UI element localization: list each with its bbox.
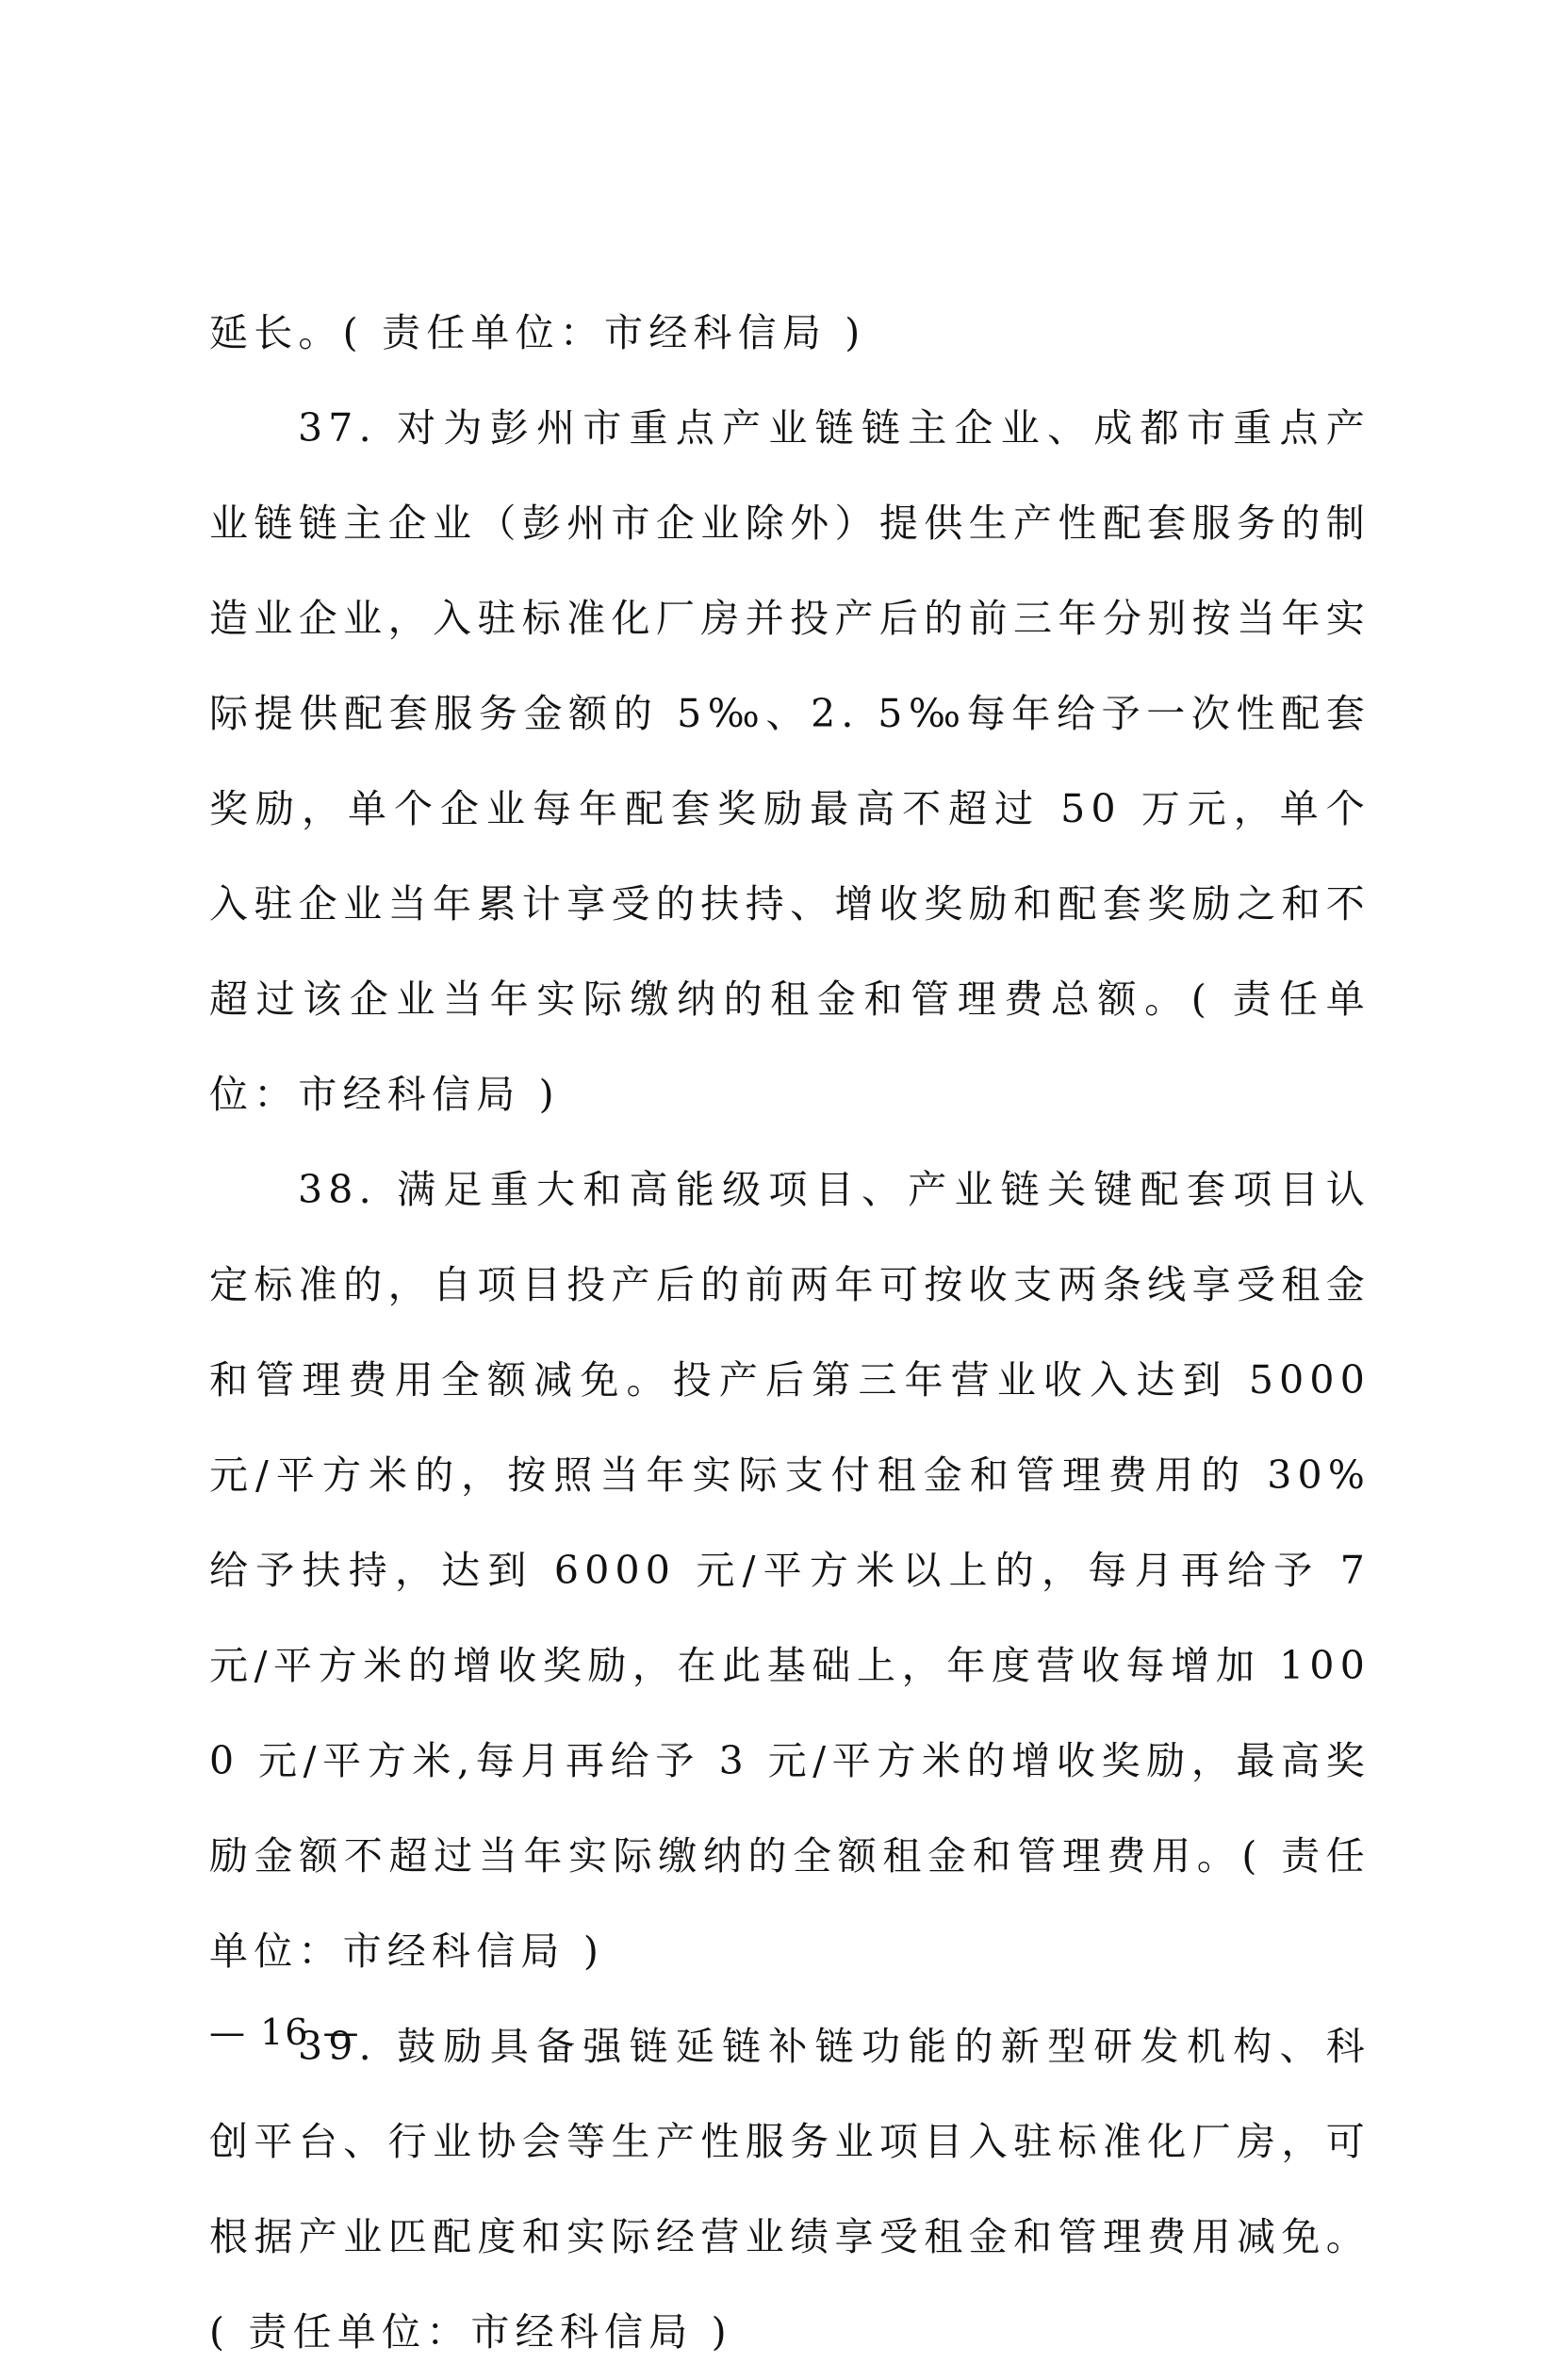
page-number: — 16 — bbox=[209, 2011, 361, 2053]
paragraph-item-37: 37. 对为彭州市重点产业链链主企业、成都市重点产业链链主企业（彭州市企业除外）提供生产性配套服务的制造业企业，入驻标准化厂房并投产后的前三年分别按当年实际提供配套服务金额的 5‰、2. 5‰每年给予一次性配套奖励，单个企业每年配套奖励最高不超过 50 万元，单个入驻企业当年累计享受的扶持、增收奖励和配套奖励之和不超过该企业当年实际缴纳的租金和管理费总额。( 责任单位：市经科信局 ) bbox=[209, 405, 1370, 1117]
paragraph-continuation: 延长。( 责任单位：市经科信局 ) bbox=[209, 310, 866, 355]
document-body bbox=[209, 286, 1370, 2380]
paragraph-item-38: 38. 满足重大和高能级项目、产业链关键配套项目认定标准的，自项目投产后的前两年可按收支两条线享受租金和管理费用全额减免。投产后第三年营业收入达到 5000 元/平方米的，按照当年实际支付租金和管理费用的 30%给予扶持，达到 6000 元/平方米以上的，每月再给予 7 元/平方米的增收奖励，在此基础上，年度营收每增加 1000 元/平方米,每月再给予 3 元/平方米的增收奖励，最高奖励金额不超过当年实际缴纳的全额租金和管理费用。( 责任单位：市经科信局 ) bbox=[209, 1167, 1370, 1974]
paragraph-item-39: 39. 鼓励具备强链延链补链功能的新型研发机构、科创平台、行业协会等生产性服务业项目入驻标准化厂房，可根据产业匹配度和实际经营业绩享受租金和管理费用减免。( 责任单位：市经科信局 ) bbox=[209, 2024, 1370, 2355]
